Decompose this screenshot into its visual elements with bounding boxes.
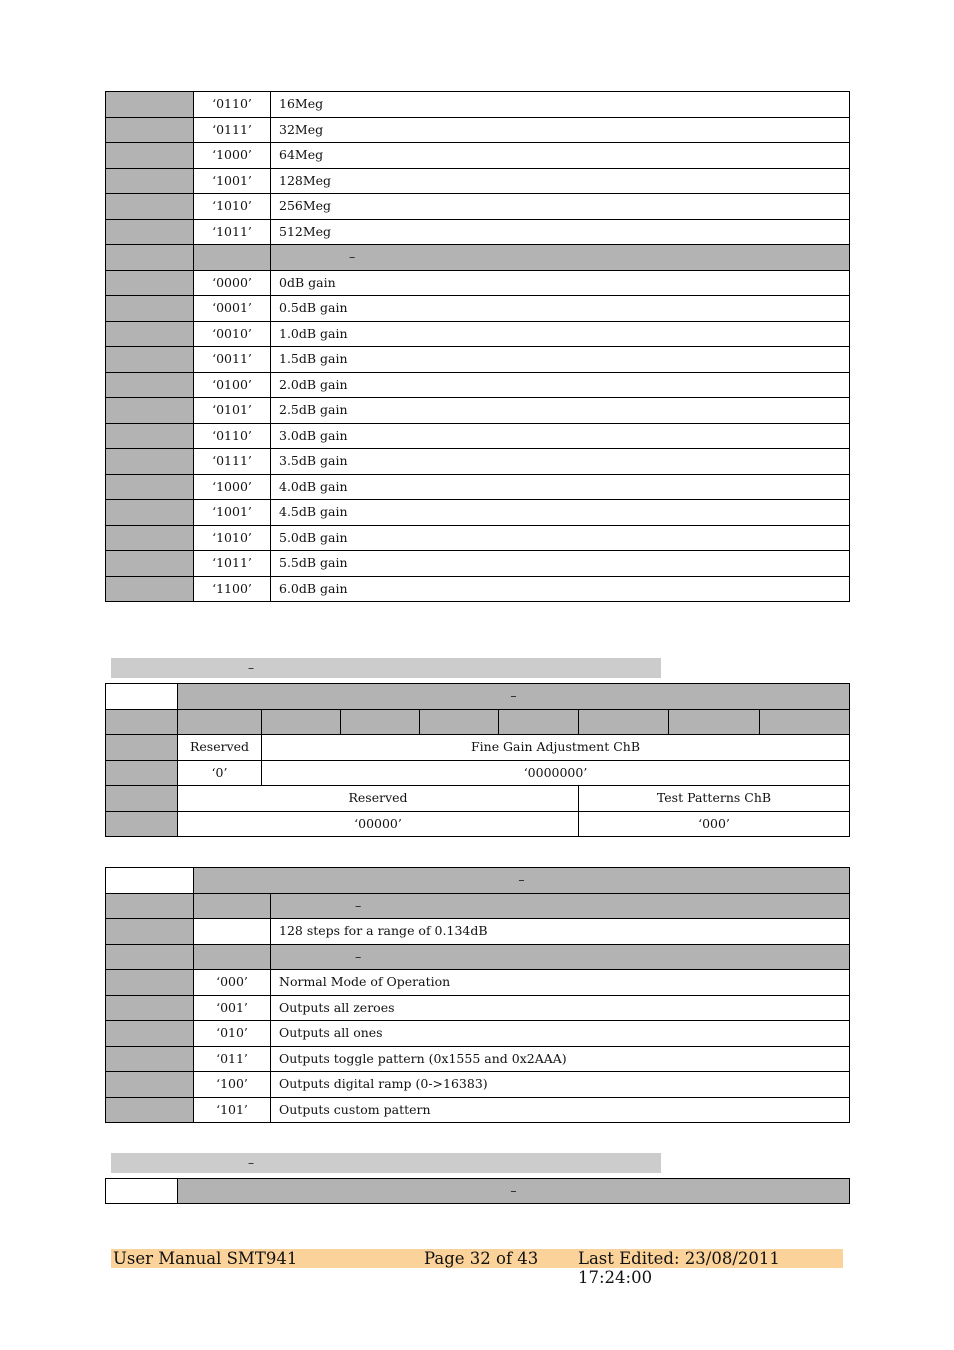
table-row bbox=[106, 143, 850, 169]
caption-dash: – bbox=[248, 661, 254, 675]
table-row bbox=[106, 296, 850, 322]
desc-cell: 1.0dB gain bbox=[271, 321, 850, 347]
desc-cell: Normal Mode of Operation bbox=[271, 970, 850, 996]
section-dash: – bbox=[271, 893, 850, 919]
table-row bbox=[106, 1046, 850, 1072]
desc-cell: 128 steps for a range of 0.134dB bbox=[271, 919, 850, 945]
code-cell: ‘1011’ bbox=[194, 219, 271, 245]
table-row bbox=[106, 576, 850, 602]
code-cell: ‘1010’ bbox=[194, 194, 271, 220]
desc-cell: 64Meg bbox=[271, 143, 850, 169]
table-row bbox=[106, 551, 850, 577]
code-cell: ‘0011’ bbox=[194, 347, 271, 373]
table-row bbox=[106, 735, 850, 761]
reserved-default-cell: ‘00000’ bbox=[178, 811, 579, 837]
reserved-default-cell: ‘0’ bbox=[178, 760, 262, 786]
header-dash: – bbox=[178, 1179, 850, 1204]
table-row bbox=[106, 347, 850, 373]
section-header-row bbox=[106, 245, 850, 271]
code-cell: ‘0110’ bbox=[194, 92, 271, 118]
code-cell: ‘0111’ bbox=[194, 449, 271, 475]
code-cell: ‘1010’ bbox=[194, 525, 271, 551]
desc-cell: 2.5dB gain bbox=[271, 398, 850, 424]
table-row bbox=[106, 474, 850, 500]
footer-manual-title: User Manual SMT941 bbox=[113, 1249, 298, 1268]
desc-cell: 3.5dB gain bbox=[271, 449, 850, 475]
field-cell: Test Patterns ChB bbox=[579, 786, 850, 812]
table-caption bbox=[111, 658, 661, 678]
header-dash: – bbox=[178, 684, 850, 710]
field-cell: Fine Gain Adjustment ChB bbox=[262, 735, 850, 761]
table-row bbox=[106, 525, 850, 551]
desc-cell: 0.5dB gain bbox=[271, 296, 850, 322]
section-header-row bbox=[106, 893, 850, 919]
code-cell: ‘0111’ bbox=[194, 117, 271, 143]
code-cell: ‘0000’ bbox=[194, 270, 271, 296]
table-row bbox=[106, 194, 850, 220]
footer-page-number: Page 32 of 43 bbox=[424, 1249, 539, 1268]
table-row bbox=[106, 760, 850, 786]
desc-cell: 5.0dB gain bbox=[271, 525, 850, 551]
table-row bbox=[106, 970, 850, 996]
code-cell: ‘0100’ bbox=[194, 372, 271, 398]
table-row bbox=[106, 219, 850, 245]
code-cell: ‘1100’ bbox=[194, 576, 271, 602]
field-description-table bbox=[105, 867, 850, 1123]
field-default-cell: ‘0000000’ bbox=[262, 760, 850, 786]
desc-cell: Outputs all zeroes bbox=[271, 995, 850, 1021]
bit-number-row bbox=[106, 709, 850, 735]
reserved-cell: Reserved bbox=[178, 786, 579, 812]
section-dash: – bbox=[271, 245, 850, 271]
desc-cell: 3.0dB gain bbox=[271, 423, 850, 449]
table-row bbox=[106, 449, 850, 475]
desc-cell: 128Meg bbox=[271, 168, 850, 194]
table-row bbox=[106, 92, 850, 118]
bitfield-values-table bbox=[105, 91, 850, 602]
code-cell: ‘011’ bbox=[194, 1046, 271, 1072]
table-row bbox=[106, 321, 850, 347]
section-header-row bbox=[106, 944, 850, 970]
desc-cell: 6.0dB gain bbox=[271, 576, 850, 602]
page-footer bbox=[111, 1249, 843, 1287]
desc-cell: 256Meg bbox=[271, 194, 850, 220]
code-cell: ‘0110’ bbox=[194, 423, 271, 449]
reserved-cell: Reserved bbox=[178, 735, 262, 761]
code-cell: ‘1000’ bbox=[194, 474, 271, 500]
footer-last-edited: Last Edited: 23/08/2011 17:24:00 bbox=[578, 1249, 780, 1287]
desc-cell: 16Meg bbox=[271, 92, 850, 118]
code-cell: ‘0010’ bbox=[194, 321, 271, 347]
desc-cell: 0dB gain bbox=[271, 270, 850, 296]
code-cell: ‘0001’ bbox=[194, 296, 271, 322]
code-cell: ‘1001’ bbox=[194, 168, 271, 194]
table-row bbox=[106, 995, 850, 1021]
desc-cell: 4.5dB gain bbox=[271, 500, 850, 526]
code-cell: ‘100’ bbox=[194, 1072, 271, 1098]
code-cell: ‘1000’ bbox=[194, 143, 271, 169]
code-cell: ‘010’ bbox=[194, 1021, 271, 1047]
table-caption bbox=[111, 1153, 661, 1173]
table-row bbox=[106, 500, 850, 526]
caption-dash: – bbox=[248, 1156, 254, 1170]
register-layout-table bbox=[105, 1178, 850, 1204]
desc-cell: 2.0dB gain bbox=[271, 372, 850, 398]
section-dash: – bbox=[271, 944, 850, 970]
code-cell: ‘001’ bbox=[194, 995, 271, 1021]
code-cell: ‘1011’ bbox=[194, 551, 271, 577]
register-header-row bbox=[106, 868, 850, 894]
table-row bbox=[106, 398, 850, 424]
register-layout-table bbox=[105, 683, 850, 837]
table-row bbox=[106, 372, 850, 398]
desc-cell: 512Meg bbox=[271, 219, 850, 245]
desc-cell: Outputs custom pattern bbox=[271, 1097, 850, 1123]
table-row bbox=[106, 168, 850, 194]
register-header-row bbox=[106, 1179, 850, 1204]
code-cell: ‘101’ bbox=[194, 1097, 271, 1123]
code-cell: ‘0101’ bbox=[194, 398, 271, 424]
table-row bbox=[106, 786, 850, 812]
desc-cell: Outputs all ones bbox=[271, 1021, 850, 1047]
register-header-row bbox=[106, 684, 850, 710]
table-row bbox=[106, 811, 850, 837]
desc-cell: 1.5dB gain bbox=[271, 347, 850, 373]
header-dash: – bbox=[194, 868, 850, 894]
desc-cell: 5.5dB gain bbox=[271, 551, 850, 577]
desc-cell: Outputs toggle pattern (0x1555 and 0x2AAA) bbox=[271, 1046, 850, 1072]
desc-cell: 4.0dB gain bbox=[271, 474, 850, 500]
code-cell: ‘000’ bbox=[194, 970, 271, 996]
table-row bbox=[106, 1072, 850, 1098]
table-row bbox=[106, 423, 850, 449]
table-row bbox=[106, 270, 850, 296]
desc-cell: Outputs digital ramp (0->16383) bbox=[271, 1072, 850, 1098]
table-row bbox=[106, 919, 850, 945]
table-row bbox=[106, 1021, 850, 1047]
desc-cell: 32Meg bbox=[271, 117, 850, 143]
table-row bbox=[106, 117, 850, 143]
code-cell: ‘1001’ bbox=[194, 500, 271, 526]
table-row bbox=[106, 1097, 850, 1123]
field-default-cell: ‘000’ bbox=[579, 811, 850, 837]
